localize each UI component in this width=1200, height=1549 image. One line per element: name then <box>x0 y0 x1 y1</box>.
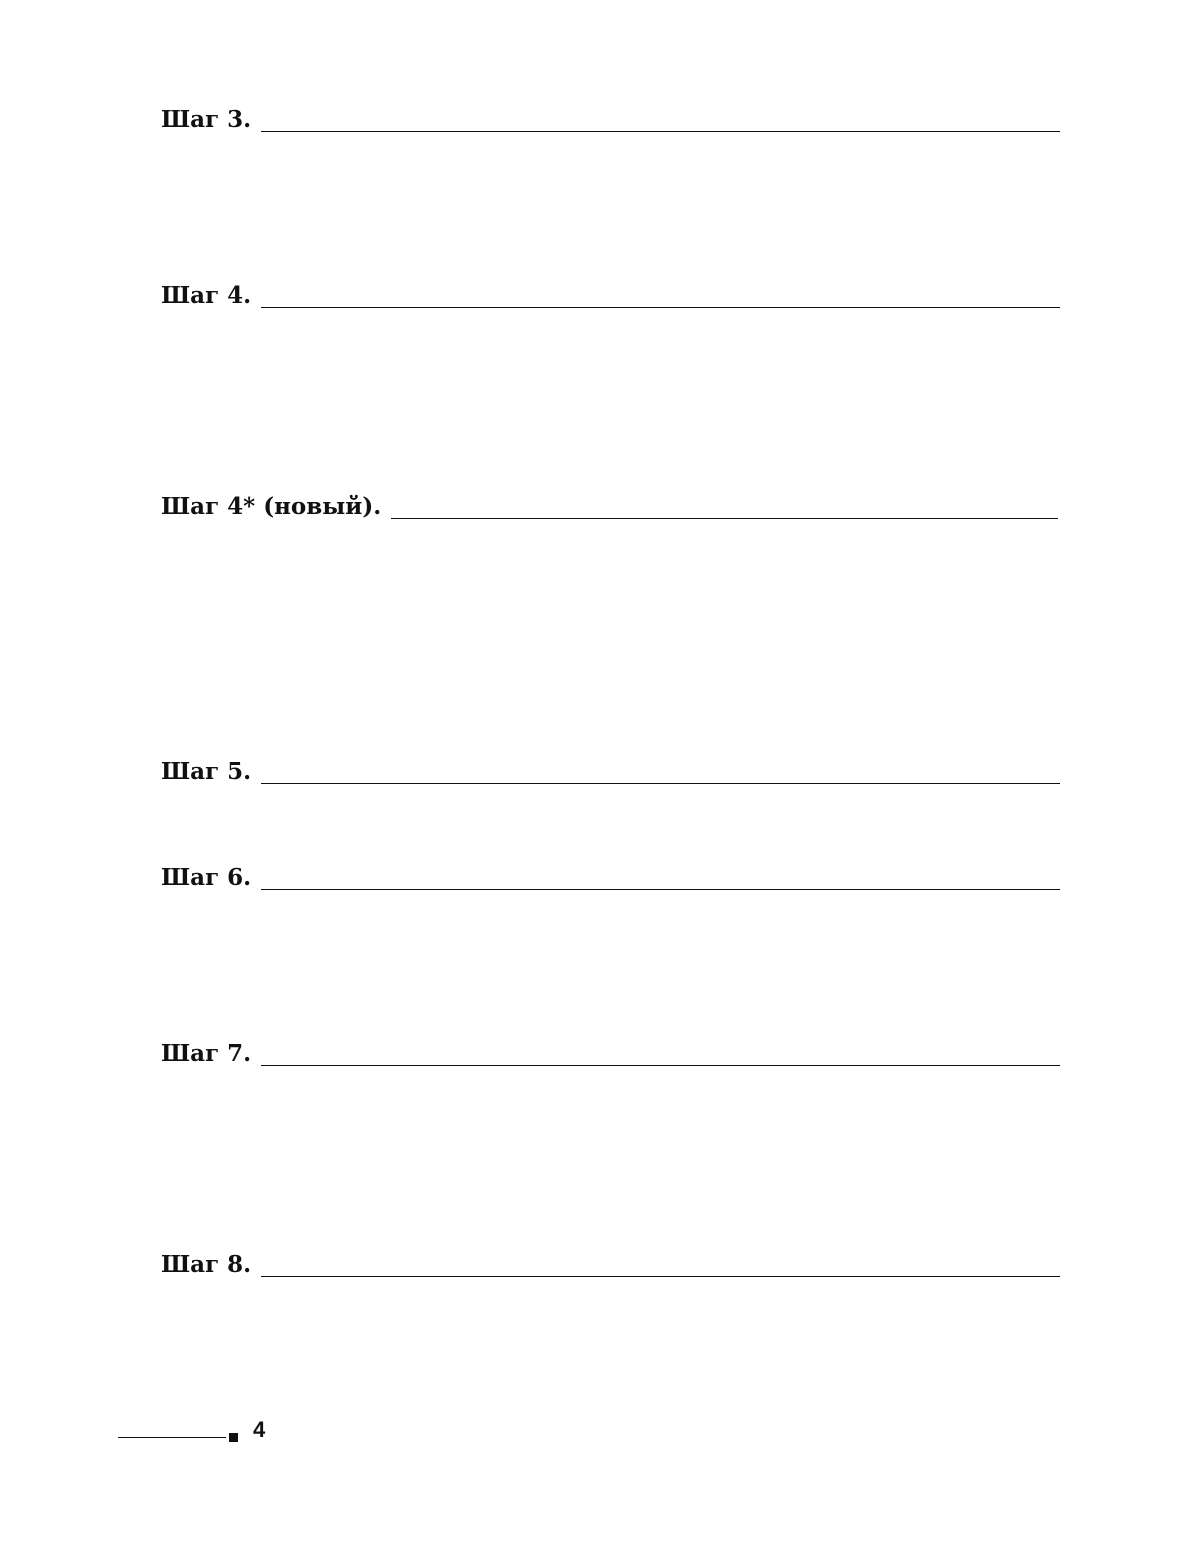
step-5-label: Шаг 5. <box>161 758 252 785</box>
footer-square-marker <box>229 1433 238 1442</box>
step-6-row <box>161 857 1060 891</box>
footer-rule <box>118 1437 226 1438</box>
step-3-label: Шаг 3. <box>161 106 252 133</box>
step-4-row <box>161 275 1060 309</box>
step-8-answer-line[interactable] <box>261 1276 1060 1277</box>
step-8-row <box>161 1244 1060 1278</box>
step-8-label: Шаг 8. <box>161 1251 252 1278</box>
step-7-answer-line[interactable] <box>261 1065 1060 1066</box>
step-4-answer-line[interactable] <box>261 307 1060 308</box>
page-number: 4 <box>253 1417 266 1442</box>
step-6-answer-line[interactable] <box>261 889 1060 890</box>
step-3-row <box>161 99 1060 133</box>
step-5-row <box>161 751 1060 785</box>
step-7-row <box>161 1033 1060 1067</box>
step-4-label: Шаг 4. <box>161 282 252 309</box>
page-footer <box>118 1415 265 1445</box>
step-4-new-label: Шаг 4* (новый). <box>161 493 382 520</box>
step-5-answer-line[interactable] <box>261 783 1060 784</box>
step-7-label: Шаг 7. <box>161 1040 252 1067</box>
step-4-new-row <box>161 486 1058 520</box>
step-3-answer-line[interactable] <box>261 131 1060 132</box>
step-6-label: Шаг 6. <box>161 864 252 891</box>
step-4-new-answer-line[interactable] <box>391 518 1058 519</box>
